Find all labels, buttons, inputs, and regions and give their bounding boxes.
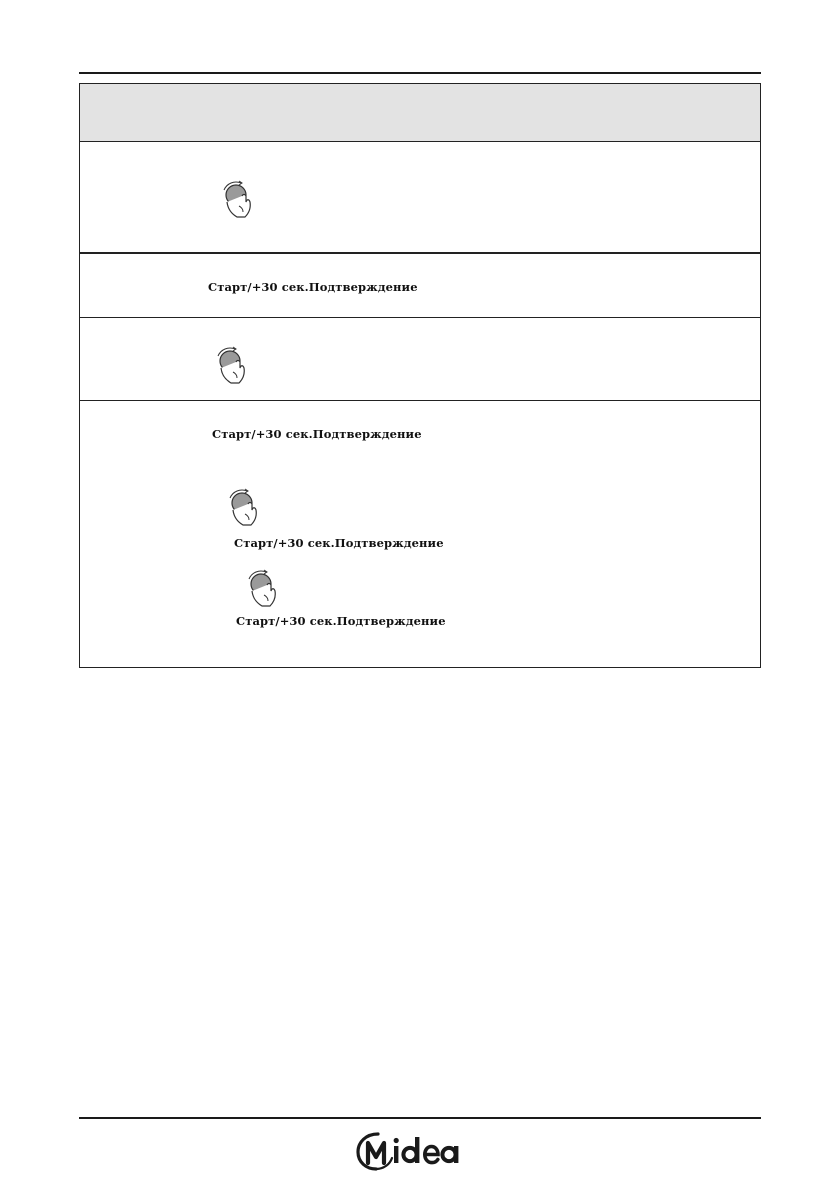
confirm-label: Подтверждение	[312, 427, 422, 441]
confirm-label: Подтверждение	[308, 280, 418, 294]
bottom-rule	[79, 1117, 761, 1119]
start-label: Старт/+30 сек.	[236, 614, 337, 628]
knob-turn-icon	[225, 488, 263, 528]
start-confirm-button-label	[208, 280, 418, 294]
start-label: Старт/+30 сек.	[212, 427, 313, 441]
knob-turn-icon	[244, 569, 282, 609]
knob-turn-icon	[213, 346, 251, 386]
start-label: Старт/+30 сек.	[208, 280, 309, 294]
table-header	[80, 84, 760, 142]
knob-turn-icon	[219, 180, 257, 220]
midea-logo	[354, 1130, 480, 1172]
table-row	[80, 401, 760, 667]
start-confirm-button-label	[212, 427, 422, 441]
table-row	[80, 142, 760, 254]
confirm-label: Подтверждение	[334, 536, 444, 550]
instruction-table	[79, 83, 761, 668]
start-confirm-button-label	[236, 614, 446, 628]
start-label: Старт/+30 сек.	[234, 536, 335, 550]
top-rule	[79, 72, 761, 74]
start-confirm-button-label	[234, 536, 444, 550]
table-row	[80, 318, 760, 401]
table-row	[80, 254, 760, 318]
confirm-label: Подтверждение	[336, 614, 446, 628]
